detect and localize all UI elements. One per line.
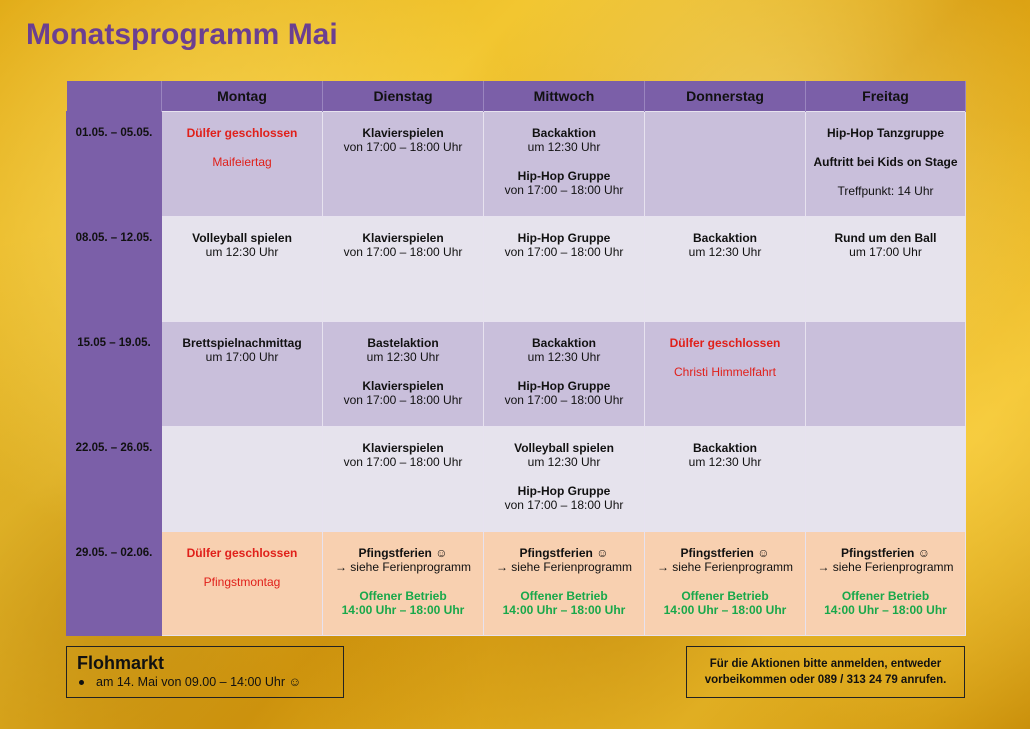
closed-label: Dülfer geschlossen bbox=[669, 335, 781, 350]
activity-title: Pfingstferien ☺ bbox=[680, 545, 770, 560]
holiday-label: Maifeiertag bbox=[212, 154, 272, 169]
day-header: Freitag bbox=[806, 81, 966, 111]
program-cell bbox=[323, 531, 484, 635]
program-cell bbox=[645, 531, 806, 635]
activity-title: Hip-Hop Gruppe bbox=[517, 378, 611, 393]
activity-title: Klavierspielen bbox=[362, 378, 444, 393]
open-time: 14:00 Uhr – 18:00 Uhr bbox=[824, 602, 947, 617]
bullet-icon bbox=[79, 680, 84, 685]
activity-title: Rund um den Ball bbox=[834, 230, 937, 245]
activity-time: um 12:30 Uhr bbox=[366, 349, 440, 364]
program-cell bbox=[484, 321, 645, 426]
program-cell bbox=[645, 426, 806, 531]
program-cell bbox=[484, 426, 645, 531]
week-label: 22.05. – 26.05. bbox=[67, 426, 162, 531]
day-header: Dienstag bbox=[323, 81, 484, 111]
activity-title: Auftritt bei Kids on Stage bbox=[813, 154, 958, 169]
program-cell bbox=[806, 111, 966, 216]
program-cell bbox=[484, 216, 645, 321]
activity-note: → siehe Ferienprogramm bbox=[334, 559, 472, 574]
activity-title: Brettspielnachmittag bbox=[182, 335, 302, 350]
notice-line-2: vorbeikommen oder 089 / 313 24 79 anrufen. bbox=[704, 674, 947, 686]
flohmarkt-item-text: am 14. Mai von 09.00 – 14:00 Uhr ☺ bbox=[96, 675, 302, 689]
registration-notice bbox=[686, 646, 965, 698]
holiday-label: Pfingstmontag bbox=[203, 574, 281, 589]
activity-title: Backaktion bbox=[531, 125, 597, 140]
program-cell bbox=[162, 531, 323, 635]
schedule-table bbox=[66, 81, 966, 636]
flohmarkt-item bbox=[77, 675, 333, 689]
open-time: 14:00 Uhr – 18:00 Uhr bbox=[502, 602, 626, 617]
program-cell bbox=[484, 531, 645, 635]
program-cell-empty bbox=[162, 426, 323, 531]
day-header: Mittwoch bbox=[484, 81, 645, 111]
flohmarkt-heading: Flohmarkt bbox=[77, 653, 165, 673]
activity-time: um 12:30 Uhr bbox=[527, 139, 601, 154]
activity-title: Bastelaktion bbox=[367, 335, 439, 350]
week-row bbox=[67, 531, 966, 635]
page-title: Monatsprogramm Mai bbox=[26, 18, 338, 51]
week-row bbox=[67, 426, 966, 531]
activity-title: Hip-Hop Tanzgruppe bbox=[826, 125, 945, 140]
activity-title: Pfingstferien ☺ bbox=[841, 545, 930, 560]
program-cell bbox=[645, 321, 806, 426]
holiday-label: Christi Himmelfahrt bbox=[673, 364, 776, 379]
activity-time: um 17:00 Uhr bbox=[205, 349, 279, 364]
activity-time: von 17:00 – 18:00 Uhr bbox=[343, 244, 463, 259]
activity-time: von 17:00 – 18:00 Uhr bbox=[343, 139, 463, 154]
activity-time: um 12:30 Uhr bbox=[688, 454, 762, 469]
activity-time: um 12:30 Uhr bbox=[527, 454, 601, 469]
program-cell bbox=[806, 531, 966, 635]
activity-title: Pfingstferien ☺ bbox=[358, 545, 448, 560]
activity-time: um 12:30 Uhr bbox=[205, 244, 279, 259]
day-header: Donnerstag bbox=[645, 81, 806, 111]
activity-title: Hip-Hop Gruppe bbox=[517, 230, 611, 245]
open-label: Offener Betrieb bbox=[681, 588, 769, 603]
activity-time: um 12:30 Uhr bbox=[527, 349, 601, 364]
program-cell bbox=[323, 321, 484, 426]
activity-note: → siehe Ferienprogramm bbox=[656, 559, 794, 574]
activity-title: Klavierspielen bbox=[362, 125, 444, 140]
program-cell bbox=[162, 111, 323, 216]
program-cell-empty bbox=[806, 426, 966, 531]
activity-title: Klavierspielen bbox=[362, 440, 444, 455]
program-cell bbox=[162, 321, 323, 426]
program-cell bbox=[323, 111, 484, 216]
open-label: Offener Betrieb bbox=[841, 588, 930, 603]
activity-title: Hip-Hop Gruppe bbox=[517, 168, 611, 183]
activity-time: um 12:30 Uhr bbox=[688, 244, 762, 259]
activity-title: Backaktion bbox=[531, 335, 597, 350]
program-cell bbox=[162, 216, 323, 321]
open-time: 14:00 Uhr – 18:00 Uhr bbox=[341, 602, 465, 617]
program-cell-empty bbox=[645, 111, 806, 216]
week-row bbox=[67, 321, 966, 426]
activity-time: Treffpunkt: 14 Uhr bbox=[837, 183, 934, 198]
week-row bbox=[67, 216, 966, 321]
activity-title: Backaktion bbox=[692, 230, 758, 245]
open-label: Offener Betrieb bbox=[520, 588, 608, 603]
activity-time: von 17:00 – 18:00 Uhr bbox=[504, 392, 624, 407]
notice-line-1: Für die Aktionen bitte anmelden, entweder bbox=[709, 658, 942, 670]
program-cell-empty bbox=[806, 321, 966, 426]
week-label: 15.05 – 19.05. bbox=[67, 321, 162, 426]
program-cell bbox=[484, 111, 645, 216]
week-label: 29.05. – 02.06. bbox=[67, 531, 162, 635]
activity-title: Pfingstferien ☺ bbox=[519, 545, 609, 560]
program-cell bbox=[323, 426, 484, 531]
activity-time: von 17:00 – 18:00 Uhr bbox=[504, 497, 624, 512]
open-time: 14:00 Uhr – 18:00 Uhr bbox=[663, 602, 787, 617]
activity-note: → siehe Ferienprogramm bbox=[817, 559, 954, 574]
activity-title: Volleyball spielen bbox=[514, 440, 614, 455]
week-row bbox=[67, 111, 966, 216]
activity-time: von 17:00 – 18:00 Uhr bbox=[504, 182, 624, 197]
flohmarkt-box bbox=[66, 646, 344, 698]
week-label: 08.05. – 12.05. bbox=[67, 216, 162, 321]
open-label: Offener Betrieb bbox=[359, 588, 447, 603]
program-cell bbox=[806, 216, 966, 321]
closed-label: Dülfer geschlossen bbox=[186, 125, 298, 140]
activity-title: Klavierspielen bbox=[362, 230, 444, 245]
activity-time: von 17:00 – 18:00 Uhr bbox=[504, 244, 624, 259]
activity-time: von 17:00 – 18:00 Uhr bbox=[343, 454, 463, 469]
activity-note: → siehe Ferienprogramm bbox=[495, 559, 633, 574]
header-corner bbox=[67, 81, 162, 111]
program-cell bbox=[323, 216, 484, 321]
activity-title: Backaktion bbox=[692, 440, 758, 455]
activity-title: Volleyball spielen bbox=[192, 230, 292, 245]
program-cell bbox=[645, 216, 806, 321]
activity-time: um 17:00 Uhr bbox=[849, 244, 922, 259]
week-label: 01.05. – 05.05. bbox=[67, 111, 162, 216]
closed-label: Dülfer geschlossen bbox=[186, 545, 298, 560]
activity-time: von 17:00 – 18:00 Uhr bbox=[343, 392, 463, 407]
activity-title: Hip-Hop Gruppe bbox=[517, 483, 611, 498]
header-row bbox=[67, 81, 966, 111]
day-header: Montag bbox=[162, 81, 323, 111]
